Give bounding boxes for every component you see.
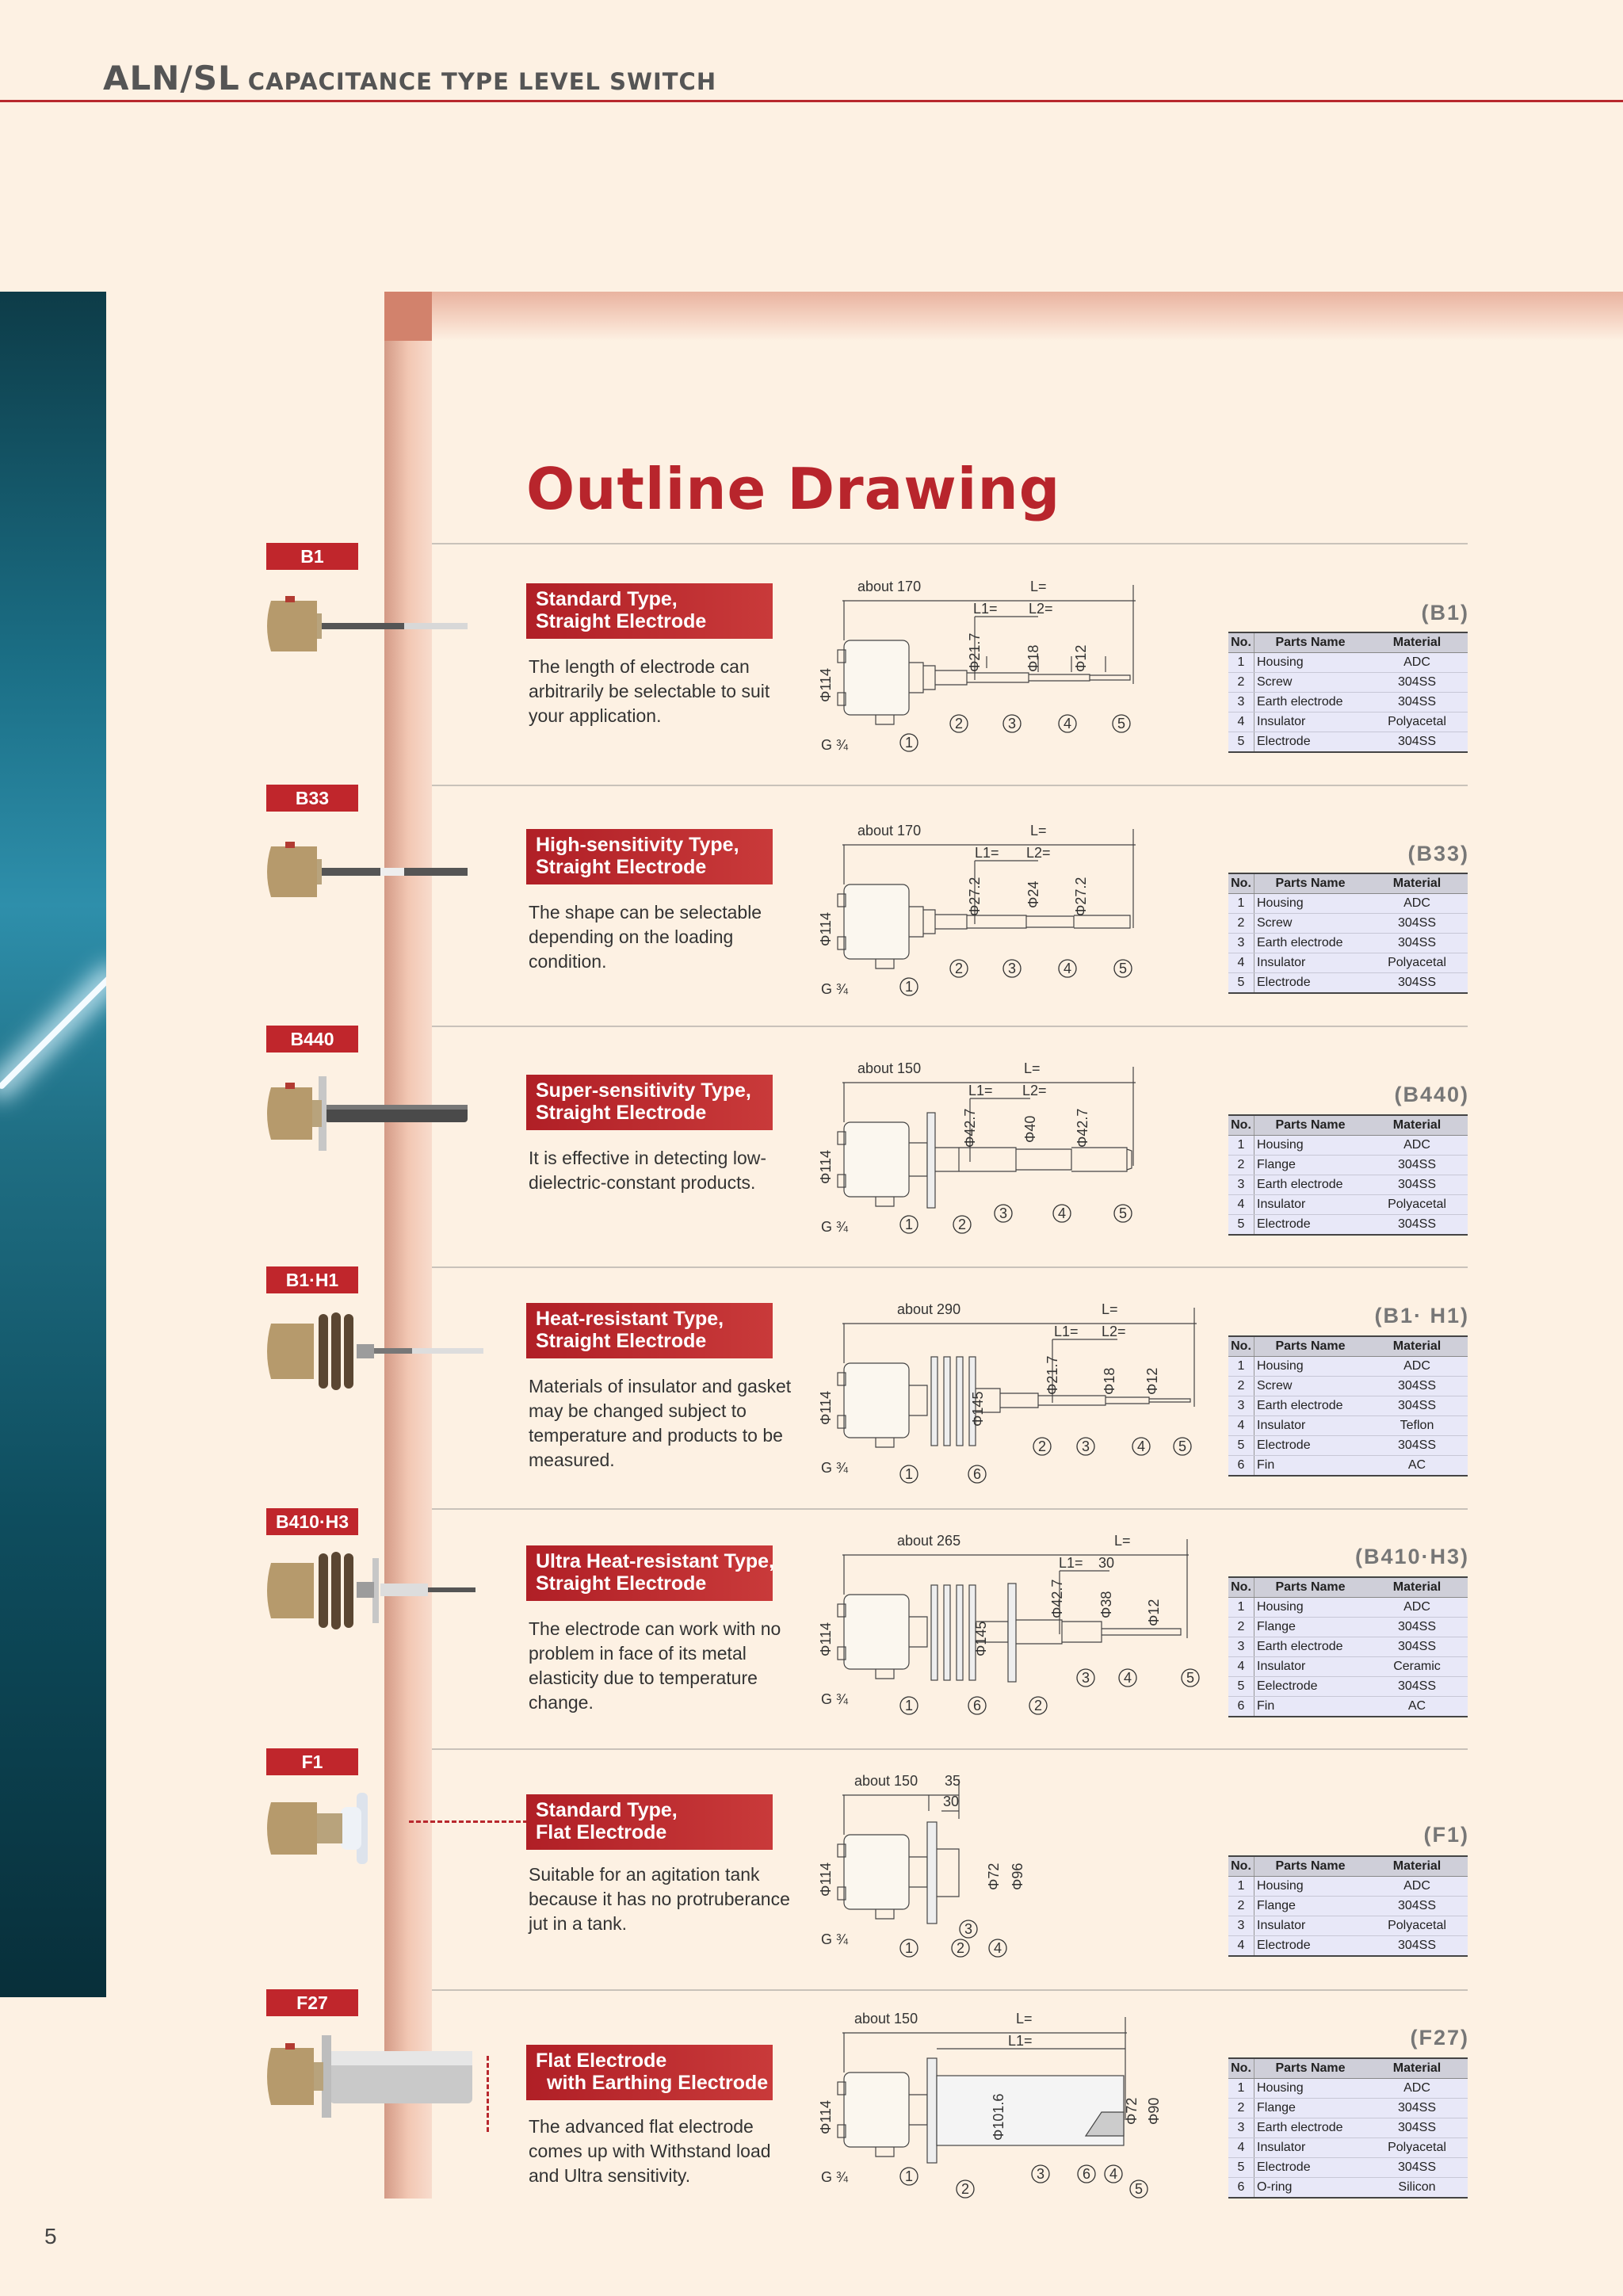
dim-l2: L2= xyxy=(1102,1324,1126,1339)
dim-dia-2: Φ72 xyxy=(1124,2097,1140,2125)
svg-text:1: 1 xyxy=(904,1217,914,1232)
outline-drawing xyxy=(800,2009,1181,2211)
dim-face: 30 xyxy=(943,1794,960,1809)
svg-text:3: 3 xyxy=(1007,961,1017,976)
dim-about: about 150 xyxy=(857,1060,922,1076)
model-code: (B1) xyxy=(1421,601,1469,625)
table-row: 3 Earth electrode 304SS xyxy=(1228,1175,1468,1195)
dim-housing: Φ114 xyxy=(818,1390,834,1425)
svg-text:4: 4 xyxy=(1063,716,1072,732)
dim-dia-1: Φ21.7 xyxy=(967,632,983,672)
svg-text:4: 4 xyxy=(1136,1438,1146,1454)
dim-fin: Φ145 xyxy=(973,1621,989,1656)
dim-housing: Φ114 xyxy=(818,1149,834,1184)
dim-about: about 170 xyxy=(857,579,922,594)
svg-text:4: 4 xyxy=(1109,2166,1118,2182)
table-row: 4 Insulator Polyacetal xyxy=(1228,712,1468,732)
outline-drawing xyxy=(800,577,1149,763)
outline-drawing xyxy=(800,1771,1149,1966)
type-title-line1: Super-sensitivity Type, xyxy=(536,1079,751,1102)
type-title-line2: Straight Electrode xyxy=(536,610,707,632)
separator xyxy=(432,785,1468,786)
svg-text:2: 2 xyxy=(1033,1698,1043,1713)
type-description: The advanced flat electrode comes up with Withstand load and Ultra sensitivity. xyxy=(529,2116,771,2186)
type-title-line2: Straight Electrode xyxy=(536,1330,707,1352)
table-row: 5 Electrode 304SS xyxy=(1228,732,1468,753)
dim-dia-2: Φ24 xyxy=(1025,881,1041,908)
product-photo xyxy=(262,1785,475,1872)
type-title-box xyxy=(526,1794,773,1850)
svg-text:3: 3 xyxy=(1007,716,1017,732)
dim-dia-3: Φ42.7 xyxy=(1075,1108,1090,1148)
dim-l1: L1= xyxy=(1059,1555,1083,1571)
svg-text:1: 1 xyxy=(904,1698,914,1713)
svg-text:6: 6 xyxy=(972,1698,982,1713)
dim-flange: 35 xyxy=(945,1773,961,1789)
table-row: 4 Insulator Teflon xyxy=(1228,1416,1468,1436)
table-row: 6 O-ring Silicon xyxy=(1228,2178,1468,2199)
svg-text:1: 1 xyxy=(904,2168,914,2184)
dim-fin: Φ145 xyxy=(970,1391,986,1427)
outline-drawing xyxy=(800,1531,1228,1725)
dim-dia-3: Φ90 xyxy=(1146,2097,1162,2125)
svg-text:5: 5 xyxy=(1118,1205,1128,1221)
dim-dia-2: Φ18 xyxy=(1102,1367,1117,1395)
svg-text:2: 2 xyxy=(954,716,964,732)
dim-thread: G ¾ xyxy=(821,1219,849,1235)
separator xyxy=(432,1266,1468,1268)
type-title-box xyxy=(526,1545,773,1601)
svg-text:2: 2 xyxy=(960,2181,970,2197)
svg-text:5: 5 xyxy=(1118,961,1128,976)
dim-about: about 265 xyxy=(897,1533,961,1549)
svg-text:6: 6 xyxy=(972,1466,982,1482)
dim-about: about 150 xyxy=(854,2011,918,2027)
parts-table: No. Parts Name Material 1 Housing ADC 2 Flange 304SS 3 Earth electrode 304SS 4 Insulator Polyacetal 5 Electrode 304SS xyxy=(1228,1114,1468,1236)
parts-table: No. Parts Name Material 1 Housing ADC 2 Flange 304SS 3 Earth electrode 304SS 4 Insulator Ceramic 5 Eelectrode 304SS 6 Fin AC xyxy=(1228,1576,1468,1717)
connector-line xyxy=(409,1820,528,1823)
svg-text:4: 4 xyxy=(1063,961,1072,976)
parts-table: No. Parts Name Material 1 Housing ADC 2 Screw 304SS 3 Earth electrode 304SS 4 Insulator Polyacetal 5 Electrode 304SS xyxy=(1228,873,1468,994)
dim-thread: G ¾ xyxy=(821,737,849,753)
parts-table: No. Parts Name Material 1 Housing ADC 2 Screw 304SS 3 Earth electrode 304SS 4 Insulator Teflon 5 Electrode 304SS 6 Fin AC xyxy=(1228,1335,1468,1477)
table-row: 2 Flange 304SS xyxy=(1228,2099,1468,2118)
dim-about: about 170 xyxy=(857,823,922,839)
dim-l1: L1= xyxy=(975,845,999,861)
dim-housing: Φ114 xyxy=(818,2099,834,2134)
model-tag: F1 xyxy=(266,1748,358,1775)
connector-line xyxy=(487,2056,489,2132)
parts-table xyxy=(1228,632,1468,753)
dim-l2: L2= xyxy=(1029,601,1053,617)
page-number: 5 xyxy=(44,2224,57,2248)
svg-text:5: 5 xyxy=(1178,1438,1187,1454)
type-title-line2: Straight Electrode xyxy=(536,1572,707,1595)
model-tag: B1·H1 xyxy=(266,1266,358,1293)
table-row: 1 Housing ADC xyxy=(1228,894,1468,914)
table-row: 3 Insulator Polyacetal xyxy=(1228,1916,1468,1936)
column-band xyxy=(384,292,432,2199)
table-row: 2 Flange 304SS xyxy=(1228,1897,1468,1916)
svg-text:3: 3 xyxy=(1081,1438,1090,1454)
type-title-line1: Heat-resistant Type, xyxy=(536,1308,724,1330)
table-row: 5 Electrode 304SS xyxy=(1228,1215,1468,1236)
dim-l2: L2= xyxy=(1026,845,1051,861)
svg-text:4: 4 xyxy=(1123,1670,1132,1686)
light-flare xyxy=(0,973,106,1090)
type-title-line1: Standard Type, xyxy=(536,588,678,610)
table-row: 2 Screw 304SS xyxy=(1228,1377,1468,1396)
table-row: 1 Housing ADC xyxy=(1228,1136,1468,1156)
dim-l1: L1= xyxy=(968,1083,993,1098)
dim-about: about 150 xyxy=(854,1773,918,1789)
outline-drawing xyxy=(800,821,1149,1007)
type-title-line2: Straight Electrode xyxy=(536,856,707,878)
table-row: 5 Electrode 304SS xyxy=(1228,973,1468,994)
dim-dia-1: Φ101.6 xyxy=(991,2093,1006,2141)
table-row: 2 Flange 304SS xyxy=(1228,1618,1468,1637)
dim-l2: L2= xyxy=(1022,1083,1047,1098)
table-row: 3 Earth electrode 304SS xyxy=(1228,934,1468,953)
product-photo xyxy=(262,1547,491,1634)
dim-thread: G ¾ xyxy=(821,2169,849,2185)
col-material: Material xyxy=(1366,632,1468,653)
col-no: No. xyxy=(1228,632,1254,653)
col-parts: Parts Name xyxy=(1254,632,1367,653)
product-photo xyxy=(262,586,475,666)
dim-dia-3: Φ12 xyxy=(1073,644,1089,672)
svg-text:5: 5 xyxy=(1186,1670,1195,1686)
svg-text:2: 2 xyxy=(954,961,964,976)
parts-table: No. Parts Name Material 1 Housing ADC 2 Flange 304SS 3 Insulator Polyacetal 4 Electrode 304SS xyxy=(1228,1855,1468,1957)
type-title-line1: High-sensitivity Type, xyxy=(536,834,739,856)
svg-text:4: 4 xyxy=(993,1940,1002,1956)
header-subtitle: CAPACITANCE TYPE LEVEL SWITCH xyxy=(247,68,717,95)
svg-text:2: 2 xyxy=(956,1940,965,1956)
table-row: 6 Fin AC xyxy=(1228,1697,1468,1717)
dim-housing: Φ114 xyxy=(818,667,834,702)
table-row: 4 Insulator Polyacetal xyxy=(1228,953,1468,973)
svg-text:5: 5 xyxy=(1117,716,1126,732)
model-code: (B410·H3) xyxy=(1354,1545,1469,1568)
dim-thread: G ¾ xyxy=(821,1931,849,1947)
dim-about: about 290 xyxy=(897,1301,961,1317)
side-decoration xyxy=(0,292,106,1997)
svg-text:6: 6 xyxy=(1082,2166,1091,2182)
dim-l: L= xyxy=(1030,579,1047,594)
dim-dia-3: Φ27.2 xyxy=(1073,877,1089,916)
svg-text:3: 3 xyxy=(1036,2166,1045,2182)
model-tag: F27 xyxy=(266,1989,358,2016)
svg-text:5: 5 xyxy=(1134,2181,1144,2197)
model-tag: B1 xyxy=(266,543,358,570)
dim-l: L= xyxy=(1030,823,1047,839)
dim-housing: Φ114 xyxy=(818,911,834,946)
table-row: 4 Insulator Polyacetal xyxy=(1228,1195,1468,1215)
table-row: 1 Housing ADC xyxy=(1228,1877,1468,1897)
dim-thread: G ¾ xyxy=(821,1691,849,1707)
header-rule xyxy=(0,100,1623,102)
dim-dia-2: Φ40 xyxy=(1022,1115,1038,1143)
type-title-line2: Flat Electrode xyxy=(536,1821,667,1843)
table-row: 3 Earth electrode 304SS xyxy=(1228,1396,1468,1416)
svg-text:4: 4 xyxy=(1057,1205,1067,1221)
separator xyxy=(432,1748,1468,1750)
type-description: The electrode can work with no problem in face of its metal elasticity due to temperature change. xyxy=(529,1618,781,1713)
table-row: 5 Electrode 304SS xyxy=(1228,1436,1468,1456)
dim-dia-3: Φ12 xyxy=(1144,1367,1160,1395)
outline-drawing xyxy=(800,1059,1149,1245)
dim-l1: L1= xyxy=(973,601,998,617)
page-title: Outline Drawing xyxy=(526,456,1061,522)
svg-text:3: 3 xyxy=(1081,1670,1090,1686)
separator xyxy=(432,1508,1468,1510)
type-title-box xyxy=(526,829,773,884)
svg-text:1: 1 xyxy=(904,1940,914,1956)
svg-text:2: 2 xyxy=(1037,1438,1047,1454)
type-title-line1: Flat Electrode xyxy=(536,2050,667,2072)
product-photo xyxy=(262,2029,491,2124)
type-title-line2: Straight Electrode xyxy=(536,1102,707,1124)
separator xyxy=(432,543,1468,544)
table-row: 1 Housing ADC xyxy=(1228,2079,1468,2099)
dim-dia-1: Φ42.7 xyxy=(1049,1579,1065,1618)
table-row: 3 Earth electrode 304SS xyxy=(1228,2118,1468,2138)
dim-dia-2: Φ38 xyxy=(1098,1591,1114,1618)
svg-text:3: 3 xyxy=(999,1205,1008,1221)
page-header xyxy=(103,59,716,97)
dim-thread: G ¾ xyxy=(821,981,849,997)
model-tag: B410·H3 xyxy=(266,1508,358,1535)
dim-dia-1: Φ42.7 xyxy=(962,1108,978,1148)
type-description: The shape can be selectable depending on the loading condition. xyxy=(529,902,762,972)
table-row: 3 Earth electrode 304SS xyxy=(1228,693,1468,712)
model-code: (F1) xyxy=(1423,1823,1469,1847)
model-code: (B33) xyxy=(1407,842,1469,865)
type-title-box xyxy=(526,1303,773,1358)
table-row: 4 Insulator Ceramic xyxy=(1228,1657,1468,1677)
separator xyxy=(432,1989,1468,1991)
dim-l: L= xyxy=(1102,1301,1118,1317)
type-description: Suitable for an agitation tank because it has no protruberance jut in a tank. xyxy=(529,1864,790,1934)
dim-dia-2: Φ18 xyxy=(1025,644,1041,672)
model-code: (B440) xyxy=(1394,1083,1469,1106)
product-photo xyxy=(262,1070,475,1157)
type-title-box xyxy=(526,2045,773,2100)
dim-l1: L1= xyxy=(1054,1324,1079,1339)
type-title-box xyxy=(526,583,773,639)
svg-text:2: 2 xyxy=(957,1217,967,1232)
type-title-line2: with Earthing Electrode xyxy=(547,2072,769,2094)
product-photo xyxy=(262,1308,491,1395)
dim-dia-1: Φ21.7 xyxy=(1044,1355,1060,1395)
table-row: 5 Electrode 304SS xyxy=(1228,2158,1468,2178)
band-corner xyxy=(384,292,432,341)
table-row: 1 Housing ADC xyxy=(1228,1357,1468,1377)
model-code: (B1· H1) xyxy=(1374,1304,1469,1328)
table-row: 2 Screw 304SS xyxy=(1228,673,1468,693)
svg-text:1: 1 xyxy=(904,735,914,751)
model-code: (F27) xyxy=(1410,2026,1469,2050)
dim-l: L= xyxy=(1016,2011,1033,2027)
dim-l1: L1= xyxy=(1008,2033,1033,2049)
type-description: The length of electrode can arbitrarily be selectable to suit your application. xyxy=(529,656,770,726)
top-band xyxy=(384,292,1623,341)
model-tag: B33 xyxy=(266,785,358,812)
type-description: Materials of insulator and gasket may be changed subject to temperature and products to be measured. xyxy=(529,1376,792,1470)
svg-text:3: 3 xyxy=(964,1921,973,1937)
table-row: 5 Eelectrode 304SS xyxy=(1228,1677,1468,1697)
product-photo xyxy=(262,832,475,911)
table-row: 2 Flange 304SS xyxy=(1228,1156,1468,1175)
dim-l2-value: 30 xyxy=(1098,1555,1115,1571)
type-title-box xyxy=(526,1075,773,1130)
svg-text:1: 1 xyxy=(904,979,914,995)
parts-table: No. Parts Name Material 1 Housing ADC 2 Flange 304SS 3 Earth electrode 304SS 4 Insulator Polyacetal 5 Electrode 304SS 6 O-ring Silicon xyxy=(1228,2057,1468,2199)
table-row: 1 Housing ADC xyxy=(1228,1598,1468,1618)
type-title-line1: Standard Type, xyxy=(536,1799,678,1821)
table-row: 4 Insulator Polyacetal xyxy=(1228,2138,1468,2158)
table-row: 6 Fin AC xyxy=(1228,1456,1468,1477)
separator xyxy=(432,1026,1468,1027)
dim-thread: G ¾ xyxy=(821,1460,849,1476)
table-row: 3 Earth electrode 304SS xyxy=(1228,1637,1468,1657)
svg-text:1: 1 xyxy=(904,1466,914,1482)
model-tag: B440 xyxy=(266,1026,358,1052)
dim-dia-2: Φ96 xyxy=(1010,1862,1025,1890)
dim-dia-1: Φ27.2 xyxy=(967,877,983,916)
type-description: It is effective in detecting low-dielectric-constant products. xyxy=(529,1148,766,1193)
brand-name: ALN/SL xyxy=(103,59,240,97)
table-row: 2 Screw 304SS xyxy=(1228,914,1468,934)
table-row: 1 Housing ADC xyxy=(1228,653,1468,673)
dim-housing: Φ114 xyxy=(818,1862,834,1897)
dim-l: L= xyxy=(1114,1533,1131,1549)
dim-dia-1: Φ72 xyxy=(986,1862,1002,1890)
table-row: 4 Electrode 304SS xyxy=(1228,1936,1468,1957)
outline-drawing xyxy=(800,1300,1228,1494)
dim-l: L= xyxy=(1024,1060,1041,1076)
dim-dia-3: Φ12 xyxy=(1146,1599,1162,1626)
dim-housing: Φ114 xyxy=(818,1622,834,1656)
type-title-line1: Ultra Heat-resistant Type, xyxy=(536,1550,775,1572)
